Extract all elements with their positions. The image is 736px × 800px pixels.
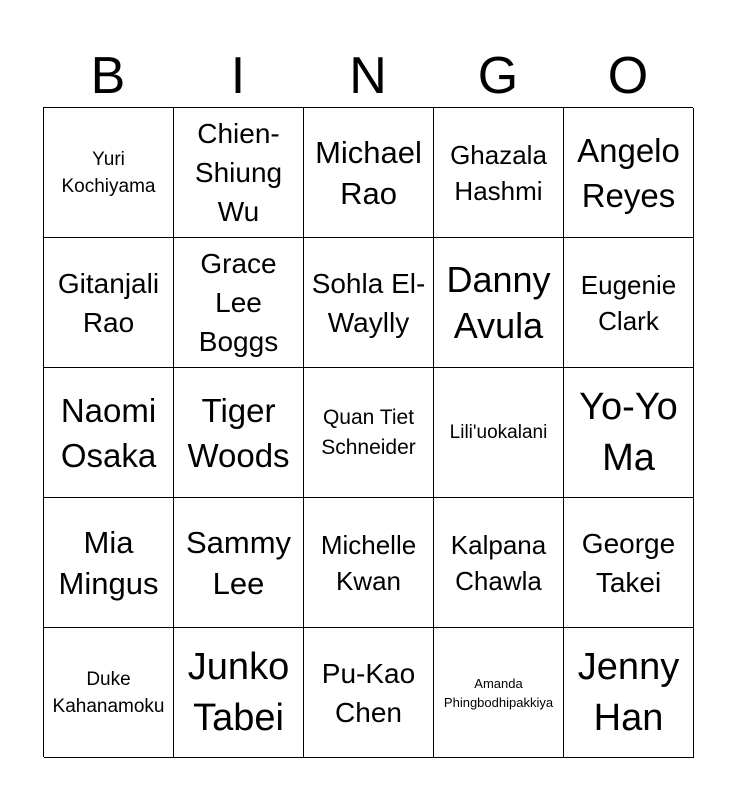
- cell-label: Jenny Han: [577, 645, 680, 739]
- bingo-cell[interactable]: [44, 108, 174, 238]
- cell-label: Eugenie Clark: [580, 269, 677, 336]
- bingo-header: [43, 44, 693, 108]
- bingo-cell[interactable]: [434, 238, 564, 368]
- bingo-cell[interactable]: [44, 368, 174, 498]
- cell-label: Ghazala Hashmi: [450, 139, 547, 206]
- cell-label: Sohla El-Waylly: [311, 267, 426, 338]
- bingo-cell[interactable]: [564, 498, 694, 628]
- bingo-cell[interactable]: [304, 108, 434, 238]
- cell-label: George Takei: [581, 527, 676, 598]
- bingo-cell[interactable]: [564, 628, 694, 758]
- bingo-board: [43, 107, 693, 757]
- cell-label: Angelo Reyes: [577, 131, 680, 214]
- cell-label: Michelle Kwan: [320, 529, 417, 596]
- cell-label: Grace Lee Boggs: [198, 248, 279, 357]
- cell-label: Amanda Phingbodhipakkiya: [443, 675, 554, 710]
- header-letter-b: B: [90, 47, 126, 105]
- bingo-cell[interactable]: [564, 368, 694, 498]
- bingo-cell[interactable]: [304, 498, 434, 628]
- bingo-cell[interactable]: [174, 368, 304, 498]
- cell-label: Junko Tabei: [187, 645, 290, 739]
- cell-label: Danny Avula: [446, 258, 551, 346]
- cell-label: Duke Kahanamoku: [52, 668, 165, 717]
- header-letter-o: O: [607, 47, 649, 105]
- bingo-cell[interactable]: [174, 628, 304, 758]
- cell-label: Gitanjali Rao: [57, 267, 160, 338]
- bingo-cell[interactable]: [304, 368, 434, 498]
- header-letter-i: I: [230, 47, 246, 105]
- cell-label: Sammy Lee: [185, 524, 292, 601]
- bingo-cell[interactable]: [174, 108, 304, 238]
- bingo-cell[interactable]: [434, 108, 564, 238]
- bingo-cell[interactable]: [44, 498, 174, 628]
- cell-label: Yo-Yo Ma: [579, 385, 678, 479]
- bingo-cell[interactable]: [564, 108, 694, 238]
- bingo-cell[interactable]: [44, 238, 174, 368]
- cell-label: Michael Rao: [315, 134, 422, 211]
- cell-label: Tiger Woods: [187, 391, 290, 474]
- cell-label: Chien-Shiung Wu: [194, 118, 283, 227]
- bingo-cell[interactable]: [304, 628, 434, 758]
- header-letter-n: N: [349, 47, 387, 105]
- cell-label: Mia Mingus: [58, 524, 159, 601]
- cell-label: Quan Tiet Schneider: [321, 405, 416, 459]
- cell-label: Lili'uokalani: [449, 422, 548, 443]
- bingo-cell[interactable]: [434, 368, 564, 498]
- bingo-cell[interactable]: [174, 238, 304, 368]
- cell-label: Kalpana Chawla: [450, 529, 547, 596]
- bingo-cell[interactable]: [434, 498, 564, 628]
- header-letter-g: G: [477, 47, 519, 105]
- bingo-cell[interactable]: [174, 498, 304, 628]
- bingo-cell[interactable]: [434, 628, 564, 758]
- bingo-cell[interactable]: [564, 238, 694, 368]
- cell-label: Pu-Kao Chen: [321, 657, 416, 728]
- bingo-cell[interactable]: [44, 628, 174, 758]
- cell-label: Yuri Kochiyama: [61, 148, 156, 197]
- cell-label: Naomi Osaka: [60, 391, 157, 474]
- bingo-cell[interactable]: [304, 238, 434, 368]
